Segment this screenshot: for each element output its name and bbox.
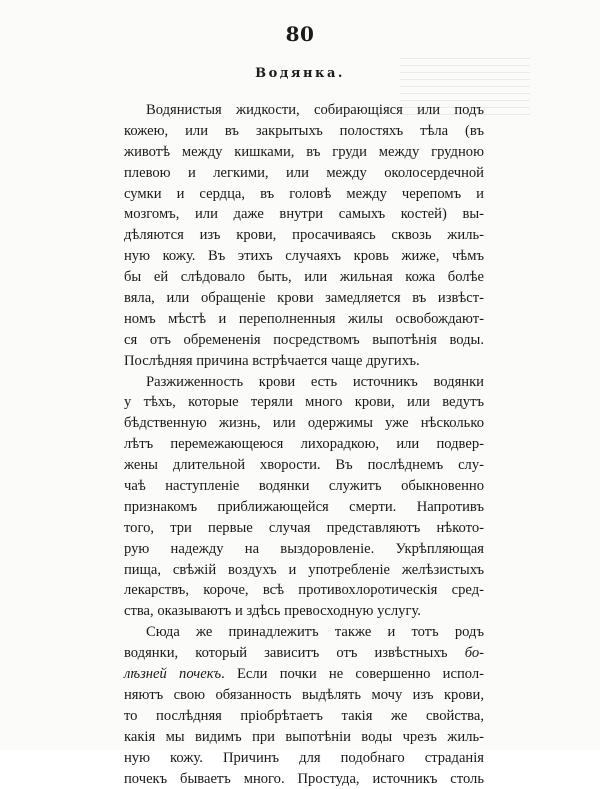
text-line: у тѣхъ, которые теряли много крови, или ведутъ [124, 392, 484, 413]
text-line: дѣляются изъ крови, просачиваясь сквозь жиль- [124, 225, 484, 246]
text-line: то послѣдняя пріобрѣтаетъ такія же свойства, [124, 706, 484, 727]
text-line: Сюда же принадлежитъ также и тотъ родъ [124, 622, 484, 643]
text-line: Разжиженность крови есть источникъ водянки [124, 372, 484, 393]
emphasized-text: лѣзней почекъ [124, 666, 221, 682]
text-line: вяла, или обращеніе крови замедляется въ извѣст- [124, 288, 484, 309]
body-text [124, 100, 484, 789]
text-line: того, три первые случая представляютъ нѣкото- [124, 518, 484, 539]
text-line: сумки и сердца, въ головѣ между черепомъ и [124, 184, 484, 205]
text-line: номъ мѣстѣ и переполненныя жилы освобождают- [124, 309, 484, 330]
emphasized-text: бо- [465, 645, 484, 661]
text-line: пища, свѣжій воздухъ и употребленіе желѣзистыхъ [124, 560, 484, 581]
text-line: Водянистыя жидкости, собирающіяся или подъ [124, 100, 484, 121]
text-line: няютъ свою обязанность выдѣлять мочу изъ крови, [124, 685, 484, 706]
text-line: плевою и легкими, или между околосердечной [124, 163, 484, 184]
page-number: 80 [0, 22, 600, 46]
text-line: почекъ бываетъ много. Простуда, источникъ столь [124, 769, 484, 789]
text-line: ную кожу. Причинъ для подобнаго страданія [124, 748, 484, 769]
text-line: бѣдственную жизнь, или одержимы уже нѣсколько [124, 413, 484, 434]
text-line: чаѣ наступленіе водянки служитъ обыкновенно [124, 476, 484, 497]
text-line: кожею, или въ закрытыхъ полостяхъ тѣла (въ [124, 121, 484, 142]
text-line: ную кожу. Въ этихъ случаяхъ кровь жиже, чѣмъ [124, 246, 484, 267]
text-line: лекарствъ, короче, всѣ противохлоротическія сред- [124, 580, 484, 601]
text-line: лѣзней почекъ. Если почки не совершенно испол- [124, 664, 484, 685]
text-line: признакомъ приближающейся смерти. Напротивъ [124, 497, 484, 518]
section-title: Водянка. [0, 66, 600, 81]
text-line: ся отъ обремененія посредствомъ выпотѣнія воды. [124, 330, 484, 351]
text-line: Послѣдняя причина встрѣчается чаще другихъ. [124, 351, 484, 372]
text-line: водянки, который зависитъ отъ извѣстныхъ бо- [124, 643, 484, 664]
text-line: ства, оказываютъ и здѣсь превосходную услугу. [124, 601, 484, 622]
text-line: какія мы видимъ при выпотѣніи воды чрезъ жиль- [124, 727, 484, 748]
text-line: жены длительной хворости. Въ послѣднемъ слу- [124, 455, 484, 476]
text-line: лѣтъ перемежающеюся лихорадкою, или подвер- [124, 434, 484, 455]
text-line: мозгомъ, или даже внутри самыхъ костей) вы- [124, 204, 484, 225]
text-line: рую надежду на выздоровленіе. Укрѣпляющая [124, 539, 484, 560]
text-line: бы ей слѣдовало быть, или жильная кожа болѣе [124, 267, 484, 288]
text-line: животѣ между кишками, въ груди между грудною [124, 142, 484, 163]
